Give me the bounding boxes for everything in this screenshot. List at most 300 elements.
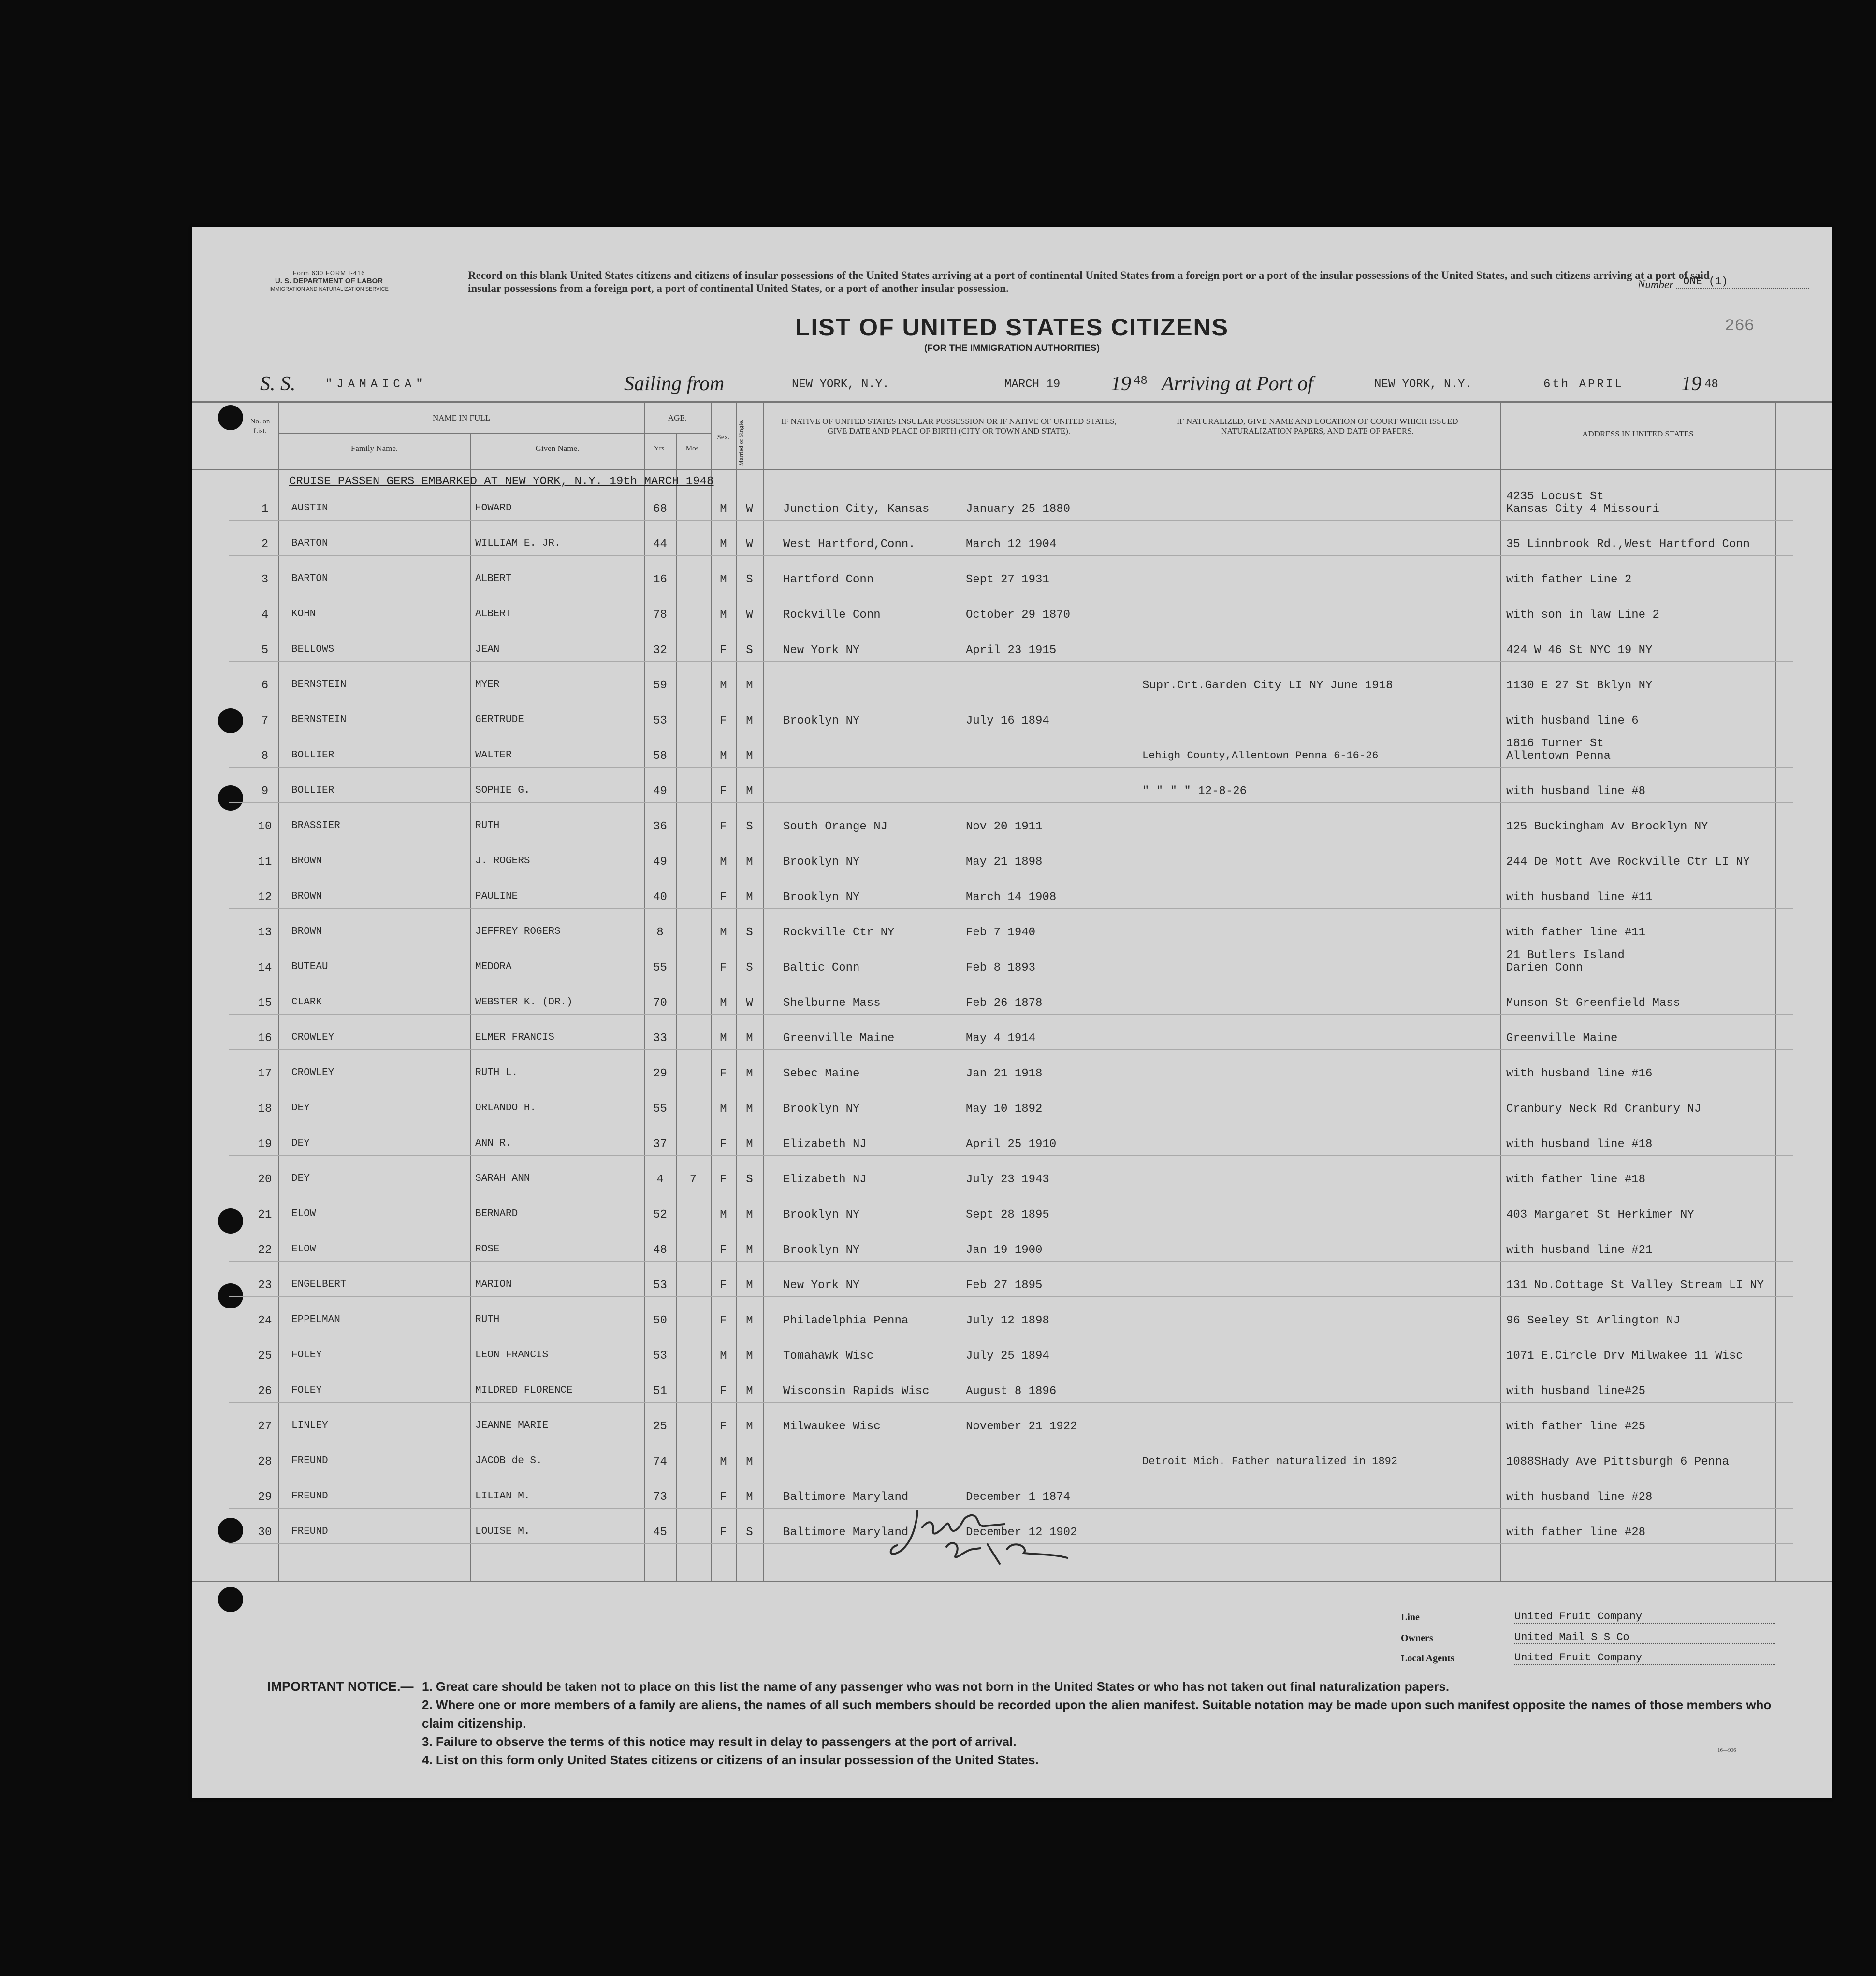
punch-hole [218, 1587, 243, 1612]
marital-status: M [746, 856, 753, 869]
sex: M [720, 573, 727, 586]
age-years: 53 [653, 1279, 667, 1292]
given-name: JEANNE MARIE [475, 1420, 549, 1431]
sex: M [720, 503, 727, 516]
address-line-1: 4235 Locust St [1506, 490, 1604, 503]
marital-status: S [746, 1526, 753, 1539]
birth-date: August 8 1896 [966, 1385, 1057, 1398]
birth-place: Wisconsin Rapids Wisc [783, 1385, 930, 1398]
number-value: ONE (1) [1676, 276, 1809, 289]
row-number: 13 [258, 926, 272, 939]
family-name: BARTON [291, 538, 328, 549]
family-name: BERNSTEIN [291, 714, 347, 726]
family-name: BARTON [291, 573, 328, 584]
sex: M [720, 609, 727, 622]
address: with husband line #11 [1506, 891, 1653, 904]
arrival-year: 48 [1704, 378, 1718, 391]
birth-place: Philadelphia Penna [783, 1314, 909, 1327]
form-id: Form 630 FORM I-416 [292, 269, 365, 276]
given-name: ORLANDO H. [475, 1103, 537, 1114]
sex: M [720, 538, 727, 551]
sailing-date: MARCH 19 [1004, 378, 1061, 391]
birth-date: January 25 1880 [966, 503, 1071, 516]
sex: F [720, 1491, 727, 1504]
marital-status: M [746, 1350, 753, 1363]
header-married-single: Married or Single. [737, 420, 744, 466]
birth-date: October 29 1870 [966, 609, 1071, 622]
row-number: 20 [258, 1173, 272, 1186]
row-rule [229, 661, 1793, 662]
marital-status: S [746, 573, 753, 586]
address: Kansas City 4 Missouri [1506, 503, 1659, 516]
family-name: AUSTIN [291, 503, 328, 514]
row-number: 28 [258, 1455, 272, 1468]
birth-place: Tomahawk Wisc [783, 1350, 874, 1363]
birth-place: Brooklyn NY [783, 1208, 860, 1221]
page-subtitle: (FOR THE IMMIGRATION AUTHORITIES) [924, 343, 1100, 353]
given-name: LOUISE M. [475, 1526, 530, 1537]
sex: F [720, 1279, 727, 1292]
row-rule [229, 1296, 1793, 1297]
row-number: 22 [258, 1244, 272, 1257]
family-name: FOLEY [291, 1385, 322, 1396]
header-no: No. on List. [250, 418, 270, 435]
given-name: LEON FRANCIS [475, 1350, 549, 1361]
row-number: 5 [261, 644, 269, 657]
sex: F [720, 1067, 727, 1080]
family-name: CLARK [291, 997, 322, 1008]
punch-hole [218, 708, 243, 733]
given-name: LILIAN M. [475, 1491, 530, 1502]
row-number: 6 [261, 679, 269, 692]
sex: F [720, 1526, 727, 1539]
birth-place: Elizabeth NJ [783, 1138, 867, 1151]
row-number: 2 [261, 538, 269, 551]
age-years: 68 [653, 503, 667, 516]
row-number: 24 [258, 1314, 272, 1327]
birth-date: Sept 28 1895 [966, 1208, 1049, 1221]
given-name: ALBERT [475, 609, 512, 620]
service-name: IMMIGRATION AND NATURALIZATION SERVICE [269, 286, 389, 292]
age-years: 40 [653, 891, 667, 904]
birth-place: Junction City, Kansas [783, 503, 930, 516]
sex: M [720, 679, 727, 692]
age-years: 70 [653, 997, 667, 1010]
given-name: MEDORA [475, 961, 512, 973]
family-name: FOLEY [291, 1350, 322, 1361]
birth-place: Sebec Maine [783, 1067, 860, 1080]
page-title: LIST OF UNITED STATES CITIZENS [795, 314, 1229, 341]
sex: F [720, 1420, 727, 1433]
row-number: 3 [261, 573, 269, 586]
line-value: United Fruit Company [1514, 1611, 1775, 1624]
naturalization: " " " " 12-8-26 [1142, 785, 1247, 798]
given-name: WILLIAM E. JR. [475, 538, 561, 549]
birth-date: Feb 8 1893 [966, 961, 1036, 974]
address-line-1: 21 Butlers Island [1506, 949, 1625, 962]
row-rule [229, 908, 1793, 909]
punch-hole [218, 405, 243, 430]
row-rule [229, 767, 1793, 768]
sex: M [720, 1103, 727, 1116]
address: with son in law Line 2 [1506, 609, 1659, 622]
given-name: ALBERT [475, 573, 512, 584]
sex: M [720, 926, 727, 939]
cruise-note: CRUISE PASSEN GERS EMBARKED AT NEW YORK, N.Y. 19th MARCH 1948 [289, 475, 714, 488]
birth-date: November 21 1922 [966, 1420, 1077, 1433]
family-name: KOHN [291, 609, 316, 620]
age-years: 37 [653, 1138, 667, 1151]
sailing-port: NEW YORK, N.Y. [792, 378, 889, 391]
sex: M [720, 1032, 727, 1045]
birth-date: April 23 1915 [966, 644, 1057, 657]
row-rule [229, 555, 1793, 556]
agents-label: Local Agents [1401, 1653, 1454, 1664]
given-name: ROSE [475, 1244, 500, 1255]
marital-status: M [746, 714, 753, 727]
family-name: EPPELMAN [291, 1314, 340, 1325]
given-name: GERTRUDE [475, 714, 524, 726]
agents-value: United Fruit Company [1514, 1652, 1775, 1665]
given-name: BERNARD [475, 1208, 518, 1220]
family-name: BOLLIER [291, 750, 334, 761]
marital-status: W [746, 609, 753, 622]
sex: F [720, 1138, 727, 1151]
manifest-page [192, 227, 1832, 1798]
punch-hole [218, 1208, 243, 1234]
family-name: CROWLEY [291, 1032, 334, 1043]
birth-place: Hartford Conn [783, 573, 874, 586]
header-address: ADDRESS IN UNITED STATES. [1582, 429, 1696, 438]
notice-item: 2. Where one or more members of a family are aliens, the names of all such members should be recorded upon the alien manifest. Suitable notation may be made upon such manifest opposite the names of those members who claim citizenship. [422, 1698, 1772, 1730]
age-years: 59 [653, 679, 667, 692]
row-rule [229, 1402, 1793, 1403]
row-number: 30 [258, 1526, 272, 1539]
number-label: Number [1638, 278, 1674, 291]
sailing-label: Sailing from [624, 373, 725, 395]
birth-date: December 1 1874 [966, 1491, 1071, 1504]
address: Munson St Greenfield Mass [1506, 997, 1681, 1010]
age-years: 16 [653, 573, 667, 586]
notice-item: 1. Great care should be taken not to place on this list the name of any passenger who was not born in the United States or who has not taken out final naturalization papers. [422, 1679, 1450, 1694]
given-name: ANN R. [475, 1138, 512, 1149]
birth-place: Rockville Ctr NY [783, 926, 895, 939]
row-rule [229, 1049, 1793, 1050]
age-years: 49 [653, 856, 667, 869]
birth-place: New York NY [783, 1279, 860, 1292]
sex: M [720, 1350, 727, 1363]
marital-status: M [746, 1420, 753, 1433]
marital-status: M [746, 891, 753, 904]
family-name: ELOW [291, 1208, 316, 1220]
age-years: 50 [653, 1314, 667, 1327]
row-number: 21 [258, 1208, 272, 1221]
punch-hole [218, 1518, 243, 1543]
given-name: PAULINE [475, 891, 518, 902]
birth-date: May 10 1892 [966, 1103, 1043, 1116]
row-number: 12 [258, 891, 272, 904]
age-years: 4 [656, 1173, 664, 1186]
birth-place: Elizabeth NJ [783, 1173, 867, 1186]
row-number: 7 [261, 714, 269, 727]
birth-date: April 25 1910 [966, 1138, 1057, 1151]
address: 35 Linnbrook Rd.,West Hartford Conn [1506, 538, 1750, 551]
address: 96 Seeley St Arlington NJ [1506, 1314, 1681, 1327]
row-rule [229, 1261, 1793, 1262]
ss-label: S. S. [260, 373, 296, 395]
header-birth: IF NATIVE OF UNITED STATES INSULAR POSSESSION OR IF NATIVE OF UNITED STATES, GIVE DATE AND PLACE OF BIRTH (CITY OR TOWN AND STATE). [781, 417, 1117, 436]
age-years: 51 [653, 1385, 667, 1398]
arrival-date: 6th APRIL [1543, 378, 1624, 391]
header-naturalized: IF NATURALIZED, GIVE NAME AND LOCATION OF COURT WHICH ISSUED NATURALIZATION PAPERS, AND DATE OF PAPERS. [1177, 417, 1458, 436]
birth-place: Brooklyn NY [783, 1244, 860, 1257]
sex: M [720, 1208, 727, 1221]
given-name: WEBSTER K. (DR.) [475, 997, 573, 1008]
address: 1130 E 27 St Bklyn NY [1506, 679, 1653, 692]
arriving-label: Arriving at Port of [1162, 373, 1313, 395]
birth-place: Brooklyn NY [783, 714, 860, 727]
row-rule [229, 520, 1793, 521]
row-number: 19 [258, 1138, 272, 1151]
age-years: 48 [653, 1244, 667, 1257]
age-years: 29 [653, 1067, 667, 1080]
given-name: J. ROGERS [475, 856, 530, 867]
notice-item: 3. Failure to observe the terms of this notice may result in delay to passengers at the port of arrival. [422, 1734, 1017, 1749]
address: with father line #11 [1506, 926, 1646, 939]
marital-status: M [746, 679, 753, 692]
sex: M [720, 1455, 727, 1468]
birth-place: Greenville Maine [783, 1032, 895, 1045]
age-years: 78 [653, 609, 667, 622]
row-number: 25 [258, 1350, 272, 1363]
family-name: ENGELBERT [291, 1279, 347, 1290]
naturalization: Supr.Crt.Garden City LI NY June 1918 [1142, 679, 1393, 692]
marital-status: M [746, 1314, 753, 1327]
col-divider [470, 433, 471, 1581]
sex: M [720, 856, 727, 869]
sex: F [720, 961, 727, 974]
address: with husband line 6 [1506, 714, 1639, 727]
marital-status: W [746, 538, 753, 551]
birth-date: May 21 1898 [966, 856, 1043, 869]
birth-date: May 4 1914 [966, 1032, 1036, 1045]
row-number: 27 [258, 1420, 272, 1433]
birth-date: July 25 1894 [966, 1350, 1049, 1363]
row-number: 9 [261, 785, 269, 798]
birth-date: Nov 20 1911 [966, 820, 1043, 833]
page-number: 266 [1725, 317, 1755, 335]
given-name: MARION [475, 1279, 512, 1290]
sex: F [720, 644, 727, 657]
naturalization: Lehigh County,Allentown Penna 6-16-26 [1142, 750, 1379, 762]
naturalization: Detroit Mich. Father naturalized in 1892 [1142, 1455, 1398, 1467]
age-years: 74 [653, 1455, 667, 1468]
marital-status: S [746, 961, 753, 974]
birth-place: Brooklyn NY [783, 1103, 860, 1116]
sex: F [720, 714, 727, 727]
row-number: 15 [258, 997, 272, 1010]
marital-status: M [746, 1491, 753, 1504]
given-name: MILDRED FLORENCE [475, 1385, 573, 1396]
address: Darien Conn [1506, 961, 1583, 974]
birth-place: Brooklyn NY [783, 856, 860, 869]
header-mos: Mos. [685, 445, 701, 452]
owners-label: Owners [1401, 1633, 1433, 1643]
address: with father Line 2 [1506, 573, 1632, 586]
year-prefix: 19 [1681, 373, 1701, 395]
marital-status: M [746, 1067, 753, 1080]
family-name: BOLLIER [291, 785, 334, 796]
address: with father line #25 [1506, 1420, 1646, 1433]
marital-status: M [746, 1103, 753, 1116]
given-name: MYER [475, 679, 500, 690]
marital-status: S [746, 820, 753, 833]
family-name: ELOW [291, 1244, 316, 1255]
given-name: RUTH [475, 1314, 500, 1325]
header-family-name: Family Name. [350, 444, 398, 453]
age-years: 55 [653, 1103, 667, 1116]
family-name: BROWN [291, 891, 322, 902]
sex: F [720, 1173, 727, 1186]
row-number: 4 [261, 609, 269, 622]
birth-place: Rockville Conn [783, 609, 881, 622]
sex: M [720, 750, 727, 763]
birth-date: Feb 7 1940 [966, 926, 1036, 939]
row-number: 17 [258, 1067, 272, 1080]
birth-date: Jan 21 1918 [966, 1067, 1043, 1080]
age-years: 33 [653, 1032, 667, 1045]
form-identification [233, 269, 424, 293]
birth-place: West Hartford,Conn. [783, 538, 916, 551]
birth-date: Jan 19 1900 [966, 1244, 1043, 1257]
marital-status: S [746, 926, 753, 939]
col-divider [763, 401, 764, 1581]
family-name: LINLEY [291, 1420, 328, 1431]
year-prefix: 19 [1111, 373, 1131, 395]
marital-status: M [746, 1244, 753, 1257]
sex: F [720, 785, 727, 798]
given-name: SOPHIE G. [475, 785, 530, 796]
marital-status: M [746, 1279, 753, 1292]
given-name: JEAN [475, 644, 500, 655]
department-name: U. S. DEPARTMENT OF LABOR [275, 277, 383, 285]
given-name: JACOB de S. [475, 1455, 542, 1467]
address: with husband line #16 [1506, 1067, 1653, 1080]
address: with father line #28 [1506, 1526, 1646, 1539]
col-divider [676, 433, 677, 1581]
header-name-in-full: NAME IN FULL [433, 413, 490, 422]
sex: F [720, 1244, 727, 1257]
birth-date: July 16 1894 [966, 714, 1049, 727]
address: 131 No.Cottage St Valley Stream LI NY [1506, 1279, 1764, 1292]
line-label: Line [1401, 1612, 1420, 1623]
age-years: 52 [653, 1208, 667, 1221]
age-years: 53 [653, 714, 667, 727]
address: with husband line#25 [1506, 1385, 1646, 1398]
row-rule [229, 1155, 1793, 1156]
age-years: 53 [653, 1350, 667, 1363]
address: 244 De Mott Ave Rockville Ctr LI NY [1506, 856, 1750, 869]
marital-status: M [746, 1208, 753, 1221]
row-number: 29 [258, 1491, 272, 1504]
birth-date: March 12 1904 [966, 538, 1057, 551]
age-months: 7 [689, 1173, 697, 1186]
marital-status: S [746, 1173, 753, 1186]
notice-item: 4. List on this form only United States citizens or citizens of an insular possession of the United States. [422, 1753, 1039, 1767]
row-rule [229, 802, 1793, 803]
row-number: 10 [258, 820, 272, 833]
family-name: BROWN [291, 856, 322, 867]
address: with husband line #8 [1506, 785, 1646, 798]
age-subheader-line [644, 433, 711, 434]
address: 403 Margaret St Herkimer NY [1506, 1208, 1694, 1221]
sex: F [720, 1314, 727, 1327]
col-divider [278, 401, 279, 1581]
family-name: BROWN [291, 926, 322, 937]
family-name: DEY [291, 1173, 310, 1184]
form-code: 16—906 [1717, 1747, 1736, 1753]
sex: M [720, 997, 727, 1010]
birth-date: Feb 27 1895 [966, 1279, 1043, 1292]
row-number: 11 [258, 856, 272, 869]
birth-place: Baltimore Maryland [783, 1491, 909, 1504]
marital-status: M [746, 1385, 753, 1398]
birth-place: Milwaukee Wisc [783, 1420, 881, 1433]
family-name: BERNSTEIN [291, 679, 347, 690]
given-name: WALTER [475, 750, 512, 761]
marital-status: M [746, 785, 753, 798]
family-name: BUTEAU [291, 961, 328, 973]
age-years: 73 [653, 1491, 667, 1504]
family-name: CROWLEY [291, 1067, 334, 1078]
marital-status: M [746, 1032, 753, 1045]
sailing-year: 48 [1134, 375, 1148, 388]
notice-heading: IMPORTANT NOTICE.— [267, 1679, 414, 1694]
owners-value: United Mail S S Co [1514, 1631, 1775, 1644]
address: Greenville Maine [1506, 1032, 1618, 1045]
official-signature [888, 1501, 1091, 1578]
given-name: RUTH [475, 820, 500, 831]
age-years: 45 [653, 1526, 667, 1539]
age-years: 25 [653, 1420, 667, 1433]
row-rule [229, 1014, 1793, 1015]
birth-date: July 12 1898 [966, 1314, 1049, 1327]
address: Cranbury Neck Rd Cranbury NJ [1506, 1103, 1701, 1116]
punch-hole [218, 785, 243, 811]
row-number: 23 [258, 1279, 272, 1292]
family-name: DEY [291, 1103, 310, 1114]
birth-place: Baltimore Maryland [783, 1526, 909, 1539]
marital-status: M [746, 1138, 753, 1151]
address: with husband line #18 [1506, 1138, 1653, 1151]
age-years: 32 [653, 644, 667, 657]
punch-hole [218, 1283, 243, 1308]
sex: F [720, 820, 727, 833]
birth-place: Baltic Conn [783, 961, 860, 974]
birth-place: Brooklyn NY [783, 891, 860, 904]
marital-status: S [746, 644, 753, 657]
birth-place: Shelburne Mass [783, 997, 881, 1010]
name-subheader-line [278, 433, 660, 434]
age-years: 8 [656, 926, 664, 939]
given-name: ELMER FRANCIS [475, 1032, 554, 1043]
header-age: AGE. [668, 413, 687, 422]
birth-place: South Orange NJ [783, 820, 888, 833]
address: with husband line #21 [1506, 1244, 1653, 1257]
family-name: FREUND [291, 1526, 328, 1537]
arrival-port: NEW YORK, N.Y. [1374, 378, 1472, 391]
address: with father line #18 [1506, 1173, 1646, 1186]
